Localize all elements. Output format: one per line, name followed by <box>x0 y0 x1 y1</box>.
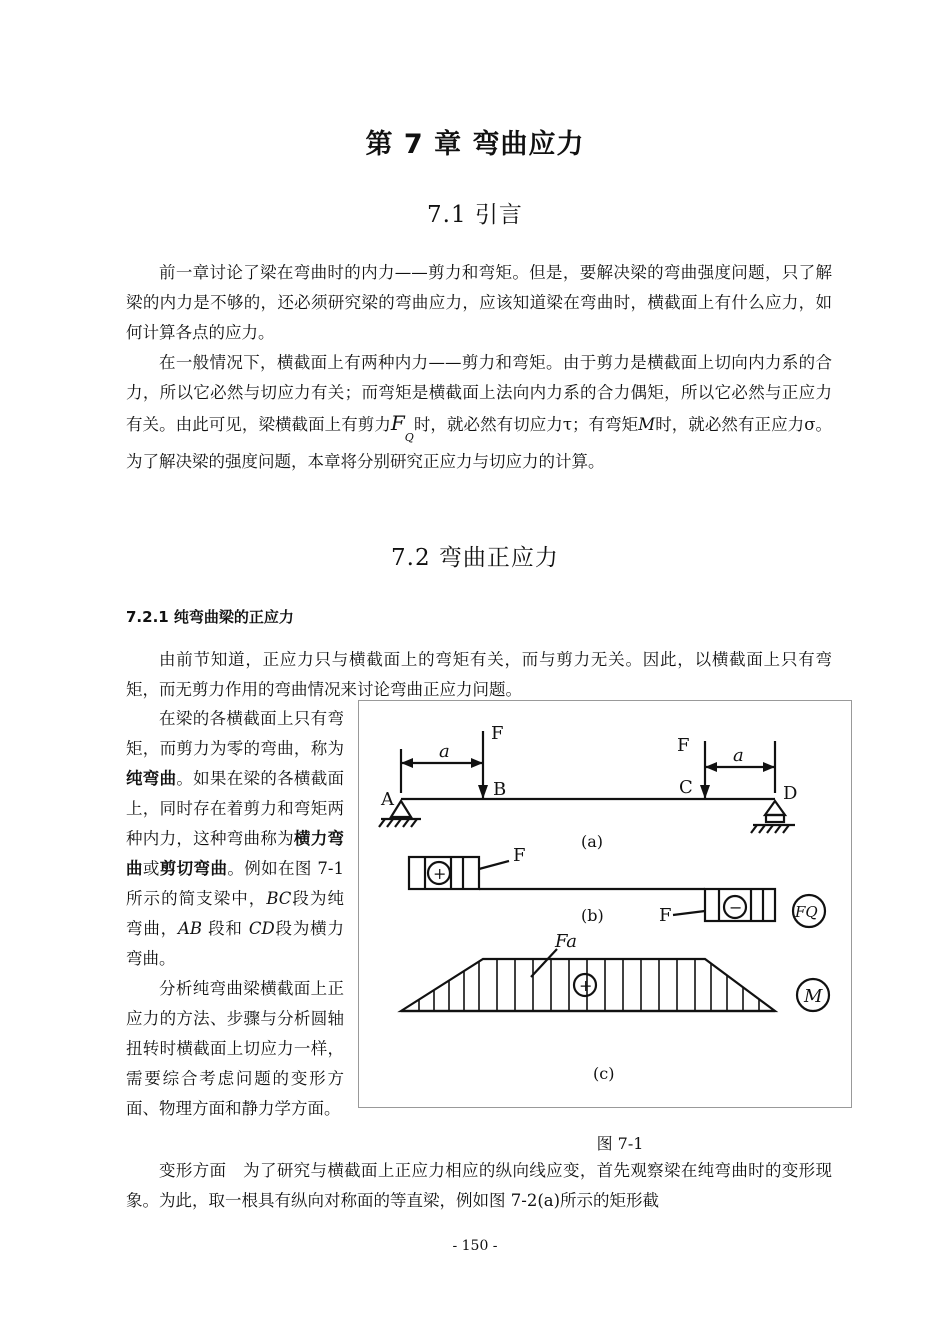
sub-label-b: (b) <box>581 906 604 925</box>
term-transverse-bending: 横力弯曲 <box>126 829 345 878</box>
method-paragraph: 分析纯弯曲梁横截面上正应力的方法、步骤与分析圆轴扭转时横截面上切应力一样，需要综合考虑问题的变形方面、物理方面和静力学方面。 <box>126 979 344 1118</box>
section-title-normal-stress: 7.2 弯曲正应力 <box>391 545 559 571</box>
chapter-title: 第 7 章 弯曲应力 <box>365 129 585 160</box>
pure-bending-paragraph: 在梁的各横截面上只有弯矩，而剪力为零的弯曲，称为纯弯曲。如果在梁的各横截面上，同时存在着剪力和弯矩两种内力，这种弯曲称为横力弯曲或剪切弯曲。例如在图 7-1 所示的简支梁中，BC段为纯弯曲，AB 段和 CD段为横力弯曲。 <box>126 709 345 968</box>
label-C: C <box>679 777 693 798</box>
label-m: M <box>804 986 823 1007</box>
deformation-paragraph: 变形方面 为了研究与横截面上正应力相应的纵向线应变，首先观察梁在纯弯曲时的变形现象。为此，取一根具有纵向对称面的等直梁，例如图 7-2(a)所示的矩形截 <box>126 1161 832 1210</box>
subsection-title: 7.2.1 纯弯曲梁的正应力 <box>126 608 294 626</box>
plus-sign-moment: + <box>579 976 593 995</box>
label-B: B <box>493 779 507 800</box>
label-fq: FQ <box>795 903 818 921</box>
segment-ab: AB <box>177 919 203 938</box>
intro-p2-part-c: 有弯矩 <box>588 415 639 434</box>
section-title-intro: 7.1 引言 <box>427 202 523 228</box>
label-A: A <box>381 789 394 810</box>
label-a-left: a <box>439 741 450 762</box>
intro-paragraph-2 <box>126 348 832 477</box>
intro-p2-part-b: 时，就必然有切应力τ； <box>413 415 589 434</box>
term-pure-bending: 纯弯曲 <box>126 769 177 788</box>
deformation-text <box>126 1156 832 1216</box>
support-d-icon <box>765 801 785 815</box>
plus-sign: + <box>433 864 447 883</box>
label-fa: Fa <box>555 931 577 952</box>
label-f-left: F <box>491 723 504 744</box>
figure-caption: 图 7-1 <box>596 1134 644 1153</box>
intro-paragraph-1: 前一章讨论了梁在弯曲时的内力——剪力和弯矩。但是，要解决梁的弯曲强度问题，只了解梁的内力是不够的，还必须研究梁的弯曲应力，应该知道梁在弯曲时，横截面上有什么应力，如何计算各点的应力。 <box>126 263 832 342</box>
label-f-right: F <box>677 735 690 756</box>
segment-cd: CD <box>248 919 275 938</box>
sub-label-c: (c) <box>593 1064 615 1083</box>
wrapped-text <box>126 704 344 1124</box>
beam-diagram <box>359 701 851 1107</box>
label-f-shear-right: F <box>659 905 672 926</box>
roller-d <box>766 815 784 822</box>
segment-bc: BC <box>266 889 292 908</box>
label-D: D <box>783 783 798 804</box>
intro-p2-part-a: 在一般情况下，横截面上有两种内力——剪力和弯矩。由于剪力是横截面上切向内力系的合力，所以它必然与切应力有关；而弯矩是横截面上法向内力系的合力偶矩，所以它必然与正应力有关。由此可见，梁横截面上有剪力 <box>126 353 832 434</box>
intro-p2-part-d: 时，就必然有正应力σ。为了解决梁的强度问题，本章将分别研究正应力与切应力的计算。 <box>126 415 833 471</box>
moment-symbol: M <box>638 415 656 434</box>
figure-7-1 <box>358 700 852 1108</box>
minus-sign: − <box>729 898 743 917</box>
support-a-icon <box>391 801 411 817</box>
term-shear-bending: 剪切弯曲 <box>159 859 228 878</box>
label-a-right: a <box>733 745 744 766</box>
section2-paragraph-1: 由前节知道，正应力只与横截面上的弯矩有关，而与剪力无关。因此，以横截面上只有弯矩，而无剪力作用的弯曲情况来讨论弯曲正应力问题。 <box>126 650 832 699</box>
label-f-shear-left: F <box>513 845 526 866</box>
page-number: - 150 - <box>452 1238 498 1254</box>
sub-label-a: (a) <box>581 832 604 851</box>
shear-force-symbol: $F_Q$ <box>390 411 414 444</box>
intro-text <box>126 258 832 477</box>
section2-intro <box>126 645 832 705</box>
